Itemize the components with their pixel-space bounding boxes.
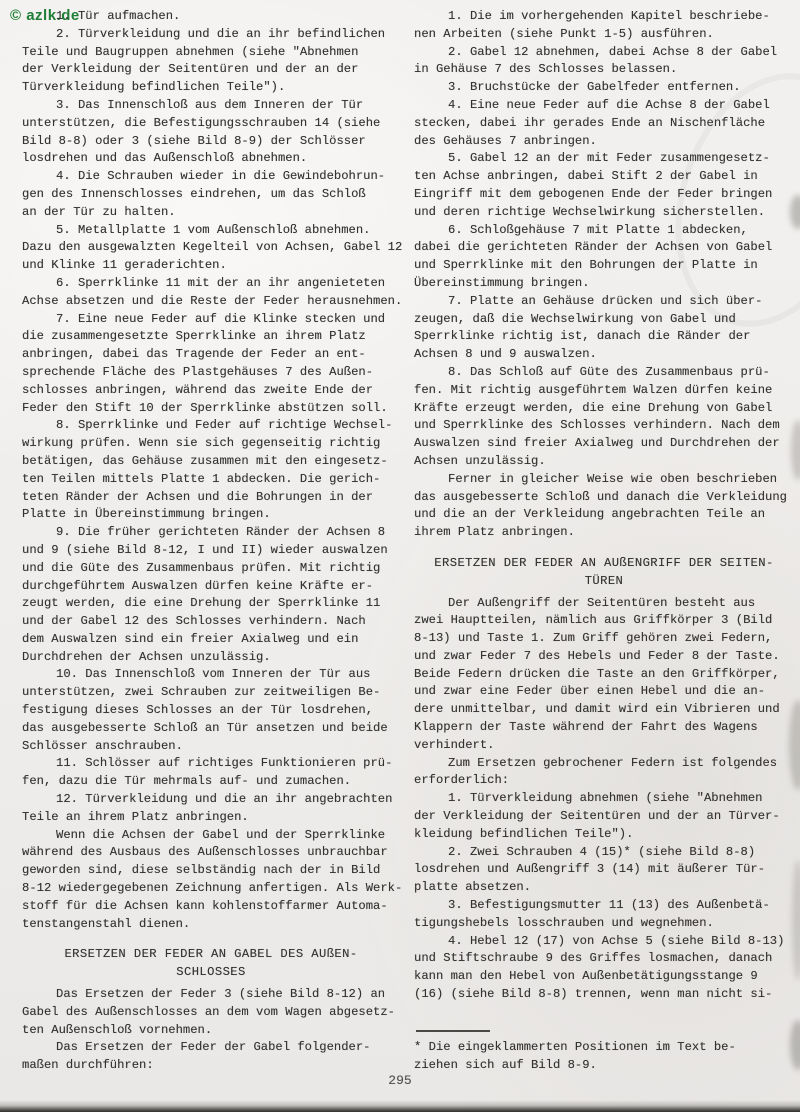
text-line: Schlösser anschrauben. [22, 738, 183, 753]
text-line: Teile und Baugruppen abnehmen (siehe "Abnehmen [22, 44, 359, 59]
paragraph [22, 1039, 400, 1075]
text-line: 5. Gabel 12 an der mit Feder zusammengesetz- [448, 151, 770, 166]
text-line: verhindert. [414, 737, 495, 752]
text-line: 1. Türverkleidung abnehmen (siehe "Abnehmen [448, 791, 763, 806]
text-line: tenstangenstahl dienen. [22, 916, 191, 931]
text-line: kann man den Hebel von Außenbetätigungsstange 9 [414, 969, 758, 984]
text-line: losdrehen und das Außenschloß abnehmen. [22, 151, 308, 166]
text-line: Kräfte erzeugt werden, die eine Drehung von Gabel [414, 400, 773, 415]
scan-edge-smudge [791, 420, 800, 480]
text-line: ERSETZEN DER FEDER AN GABEL DES AUßEN- [64, 947, 358, 962]
text-line: Dazu den ausgewalzten Kegelteil von Achsen, Gabel 12 [22, 240, 403, 255]
text-line: 12. Türverkleidung und die an ihr angebrachten [56, 792, 393, 807]
text-line: 4. Hebel 12 (17) von Achse 5 (siehe Bild 8-13) [448, 933, 785, 948]
text-line: unterstützen, zwei Schrauben zur zeitweiligen Be- [22, 685, 381, 700]
text-line: in Gehäuse 7 des Schlosses belassen. [414, 62, 678, 77]
text-line: dem Auswalzen sind ein freier Axialweg und ein [22, 631, 359, 646]
text-line: zwei Hauptteilen, nämlich aus Griffkörper 3 (Bild [414, 613, 773, 628]
text-line: gen des Innenschlosses eindrehen, um das Schloß [22, 186, 366, 201]
text-line: 7. Eine neue Feder auf die Klinke stecken und [56, 311, 386, 326]
section-heading [414, 555, 794, 591]
text-line: und Klinke 11 geraderichten. [22, 258, 227, 273]
text-line: Platte in Übereinstimmung bringen. [22, 507, 271, 522]
text-line: erforderlich: [414, 773, 510, 788]
text-line: dabei die gerichteten Ränder der Achsen von Gabel [414, 240, 773, 255]
paragraph [22, 417, 400, 524]
text-line: 10. Das Innenschloß vom Inneren der Tür aus [56, 667, 371, 682]
text-line: sprechende Fläche des Plastgehäuses 7 des Außen- [22, 364, 374, 379]
text-line: durchgeführtem Auswalzen dürfen keine Kräfte er- [22, 578, 374, 593]
text-line: und Sperrklinke mit den Bohrungen der Platte in [414, 258, 758, 273]
section-heading [22, 946, 400, 982]
text-line: 8-12 wiedergegebenen Zeichnung anfertigen. Als Werk- [22, 881, 403, 896]
text-line: festigung dieses Schlosses an der Tür losdrehen, [22, 703, 374, 718]
text-line: geworden sind, diese selbständig nach der in Bild [22, 863, 381, 878]
text-line: Beide Federn drücken die Taste an den Griffkörper, [414, 666, 780, 681]
paragraph [414, 8, 794, 44]
text-line: 5. Metallplatte 1 vom Außenschloß abnehmen. [56, 222, 371, 237]
text-line: des Gehäuses 7 anbringen. [414, 133, 597, 148]
paragraph [22, 8, 400, 26]
text-line: unterstützen, die Befestigungsschrauben 14 (siehe [22, 115, 381, 130]
text-line: und Stiftschraube 9 des Griffes losmachen, danach [414, 951, 773, 966]
text-line: Gabel des Außenschlosses an dem vom Wagen abgesetz- [22, 1004, 395, 1019]
text-line: ten Teilen mittels Platte 1 abdecken. Die gerich- [22, 471, 381, 486]
text-line: und die an der Verkleidung angebrachten Teile an [414, 507, 766, 522]
paragraph [22, 827, 403, 934]
paragraph [22, 275, 403, 311]
text-line: und der Gabel 12 des Schlosses verhindern. Nach [22, 614, 366, 629]
text-line: losdrehen und Außengriff 3 (14) mit äußerer Tür- [414, 862, 766, 877]
text-line: tigungshebels losschrauben und wegnehmen. [414, 915, 714, 930]
text-line: 4. Eine neue Feder auf die Achse 8 der Gabel [448, 97, 770, 112]
text-line: 2. Zwei Schrauben 4 (15)* (siehe Bild 8-8) [448, 844, 756, 859]
text-line: Achsen unzulässig. [414, 453, 546, 468]
text-line: 11. Schlösser auf richtiges Funktionieren prü- [56, 756, 393, 771]
page-number: 295 [388, 1073, 412, 1088]
scanner-bottom-shadow [0, 1100, 800, 1112]
text-line: und deren richtige Wechselwirkung sicherstellen. [414, 204, 766, 219]
text-line: 8. Sperrklinke und Feder auf richtige Wechsel- [56, 418, 393, 433]
text-line: Das Ersetzen der Feder 3 (siehe Bild 8-12) an [56, 987, 386, 1002]
text-line: ten Achse anbringen, dabei Stift 2 der Gabel in [414, 169, 758, 184]
paragraph [22, 222, 403, 275]
paragraph [22, 168, 400, 221]
text-line: während des Ausbaus des Außenschlosses unbrauchbar [22, 845, 388, 860]
text-line: 8-13) und Taste 1. Zum Griff gehören zwei Federn, [414, 631, 773, 646]
text-line: * Die eingeklammerten Positionen im Text be- [414, 1039, 736, 1054]
paragraph [414, 595, 794, 755]
text-line: 3. Das Innenschloß aus dem Inneren der Tür [56, 97, 364, 112]
text-line: und 9 (siehe Bild 8-12, I und II) wieder auswalzen [22, 542, 388, 557]
paragraph [414, 755, 794, 791]
paragraph [22, 755, 400, 791]
text-line: Durchdrehen der Achsen unzulässig. [22, 649, 271, 664]
text-line: und zwar Feder 7 des Hebels und Feder 8 der Taste. [414, 648, 780, 663]
scan-edge-smudge [790, 195, 800, 229]
paragraph [414, 44, 794, 80]
text-line: stoff für die Achsen kann kohlenstoffarmer Automa- [22, 898, 388, 913]
text-line: platte absetzen. [414, 880, 532, 895]
paragraph [414, 471, 794, 542]
text-line: fen, dazu die Tür mehrmals auf- und zumachen. [22, 774, 352, 789]
text-line: dere unmittelbar, und damit wird ein Vibrieren und [414, 702, 780, 717]
text-line: Das Ersetzen der Feder der Gabel folgender- [56, 1040, 371, 1055]
text-line: TÜREN [584, 573, 624, 588]
text-line: teten Ränder der Achsen und die Bohrungen in der [22, 489, 374, 504]
paragraph [414, 933, 794, 1004]
footnote-rule [416, 1030, 490, 1032]
text-line: der Verkleidung der Seitentüren und der an der [22, 62, 359, 77]
text-line: 3. Befestigungsmutter 11 (13) des Außenbetä- [448, 898, 770, 913]
text-line: 3. Bruchstücke der Gabelfeder entfernen. [448, 80, 741, 95]
text-line: 9. Die früher gerichteten Ränder der Achsen 8 [56, 525, 386, 540]
text-line: zeugen, daß die Wechselwirkung von Gabel und [414, 311, 736, 326]
text-line: Klappern der Taste während der Fahrt des Wagens [414, 720, 758, 735]
paragraph [22, 311, 400, 418]
text-line: das ausgebesserte Schloß an Tür ansetzen und beide [22, 720, 388, 735]
text-line: zeugt werden, die eine Drehung der Sperrklinke 11 [22, 596, 381, 611]
text-line: 7. Platte an Gehäuse drücken und sich über- [448, 293, 763, 308]
text-line: ihrem Platz anbringen. [414, 525, 575, 540]
text-line: Übereinstimmung bringen. [414, 275, 590, 290]
watermark: © azlk.de [10, 7, 80, 24]
text-line: Türverkleidung befindlichen Teile"). [22, 80, 286, 95]
text-line: fen. Mit richtig ausgeführtem Walzen dürfen keine [414, 382, 773, 397]
text-line: nen Arbeiten (siehe Punkt 1-5) ausführen. [414, 26, 714, 41]
text-column-left [22, 8, 403, 1075]
text-line: stecken, dabei ihr gerades Ende an Nischenfläche [414, 115, 766, 130]
text-line: Zum Ersetzen gebrochener Federn ist folgendes [448, 755, 778, 770]
scan-edge-smudge [789, 700, 800, 790]
text-line: Feder den Stift 10 der Sperrklinke abstützen soll. [22, 400, 388, 415]
text-line: ten Außenschloß vornehmen. [22, 1022, 213, 1037]
text-line: 6. Schloßgehäuse 7 mit Platte 1 abdecken, [448, 222, 748, 237]
text-line: und zwar eine Feder über einen Hebel und die an- [414, 684, 766, 699]
paragraph [22, 97, 400, 168]
text-line: Sperrklinke richtig ist, danach die Ränder der [414, 329, 751, 344]
paragraph [414, 844, 794, 897]
text-line: Eingriff mit dem gebogenen Ende der Feder bringen [414, 186, 773, 201]
text-line: 2. Gabel 12 abnehmen, dabei Achse 8 der Gabel [448, 44, 778, 59]
text-line: 1. Tür aufmachen. [56, 9, 181, 23]
text-line: kleidung befindlichen Teile"). [414, 826, 634, 841]
text-line: der Verkleidung der Seitentüren und der an Türver- [414, 809, 780, 824]
text-line: Achse absetzen und die Reste der Feder herausnehmen. [22, 293, 403, 308]
scan-edge-smudge [792, 860, 800, 980]
text-line: das ausgebesserte Schloß und danach die Verkleidung [414, 489, 787, 504]
text-line: wirkung prüfen. Wenn sie sich gegenseitig richtig [22, 436, 381, 451]
paragraph [22, 986, 400, 1039]
paragraph [414, 790, 794, 843]
text-line: Wenn die Achsen der Gabel und der Sperrklinke [56, 827, 386, 842]
text-line: Auswalzen sind freier Axialweg und Durchdrehen der [414, 436, 780, 451]
text-line: betätigen, das Gehäuse zusammen mit den eingesetz- [22, 453, 388, 468]
text-line: Bild 8-8) oder 3 (siehe Bild 8-9) der Schlösser [22, 133, 366, 148]
text-line: (16) (siehe Bild 8-8) trennen, wenn man nicht si- [414, 987, 773, 1002]
paragraph [22, 791, 400, 827]
text-line: an der Tür zu halten. [22, 204, 176, 219]
text-line: ERSETZEN DER FEDER AN AUßENGRIFF DER SEITEN- [434, 555, 774, 570]
text-line: Achsen 8 und 9 auswalzen. [414, 347, 597, 362]
text-line: Ferner in gleicher Weise wie oben beschrieben [448, 471, 778, 486]
text-line: 8. Das Schloß auf Güte des Zusammenbaus prü- [448, 364, 770, 379]
text-line: maßen durchführen: [22, 1058, 154, 1073]
text-line: Der Außengriff der Seitentüren besteht aus [448, 595, 756, 610]
text-line: Teile an ihrem Platz anbringen. [22, 809, 249, 824]
text-line: und Sperrklinke des Schlosses verhindern. Nach dem [414, 418, 780, 433]
paragraph [22, 26, 400, 97]
paragraph [414, 897, 794, 933]
text-line: und die Güte des Zusammenbaus prüfen. Mit richtig [22, 560, 381, 575]
footnote [414, 1030, 794, 1075]
text-line: die zusammengesetzte Sperrklinke an ihrem Platz [22, 329, 366, 344]
text-line: SCHLOSSES [176, 965, 246, 980]
text-line: anbringen, dabei das Tragende der Feder an ent- [22, 347, 366, 362]
text-line: schlosses anbringen, während das zweite Ende der [22, 382, 374, 397]
scan-edge-smudge [790, 1020, 800, 1070]
text-line: 1. Die im vorhergehenden Kapitel beschriebe- [448, 9, 770, 23]
text-line: 2. Türverkleidung und die an ihr befindlichen [56, 26, 386, 41]
paragraph [22, 666, 400, 755]
text-line: ziehen sich auf Bild 8-9. [414, 1057, 597, 1072]
paragraph [414, 364, 794, 471]
text-line: 6. Sperrklinke 11 mit der an ihr angenieteten [56, 275, 386, 290]
text-line: 4. Die Schrauben wieder in die Gewindebohrun- [56, 169, 386, 184]
paragraph [22, 524, 400, 666]
